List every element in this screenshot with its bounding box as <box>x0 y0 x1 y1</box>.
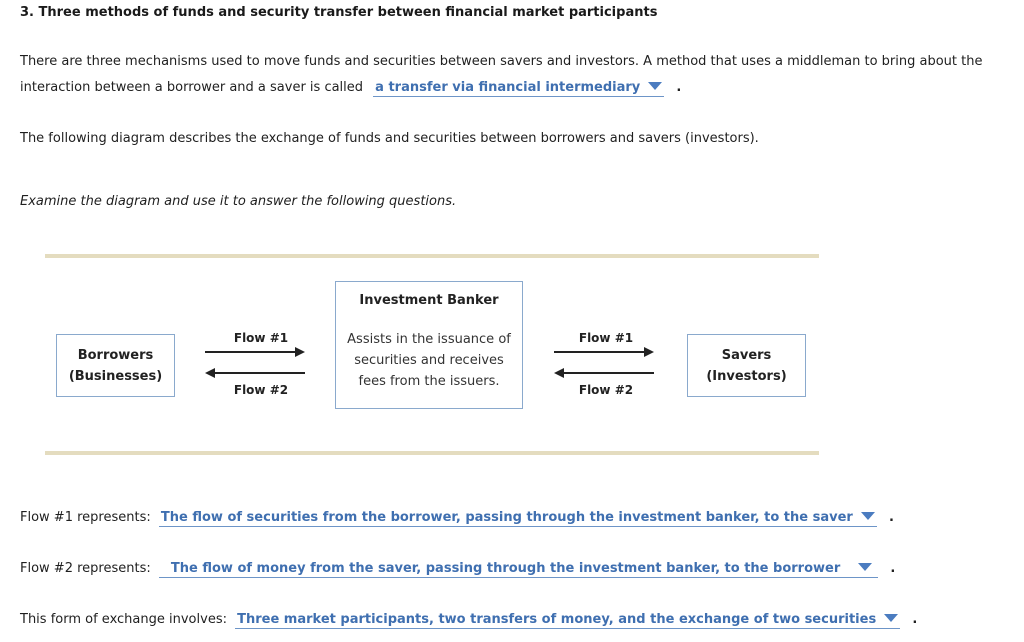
flow-1-period: . <box>888 510 894 525</box>
flow-2-dropdown-value: The flow of money from the saver, passing through the investment banker, to the borrower <box>170 561 841 576</box>
intermediary-dropdown[interactable] <box>373 79 664 97</box>
caret-down-icon <box>861 512 875 520</box>
savers-sublabel: (Investors) <box>706 369 787 384</box>
diagram-bottom-rule <box>45 451 819 455</box>
exchange-dropdown-value: Three market participants, two transfers of money, and the exchange of two securities <box>237 612 877 627</box>
intro-line-2-text: interaction between a borrower and a saver is called <box>20 80 364 95</box>
savers-box <box>687 334 806 397</box>
right-arrow-left <box>554 368 654 378</box>
arrow-right-icon <box>644 347 654 357</box>
question-exchange <box>20 607 917 633</box>
intro-period: . <box>676 80 682 95</box>
question-exchange-label: This form of exchange involves: <box>20 612 227 627</box>
question-flow-2 <box>20 556 895 582</box>
arrow-right-icon <box>295 347 305 357</box>
caret-down-icon <box>884 614 898 622</box>
exchange-period: . <box>912 612 918 627</box>
investment-banker-desc-3: fees from the issuers. <box>358 374 500 389</box>
left-arrow-left <box>205 368 305 378</box>
diagram-top-rule <box>45 254 819 258</box>
exchange-dropdown[interactable] <box>235 611 900 629</box>
intro-line-2 <box>20 75 982 101</box>
flow-1-dropdown-value: The flow of securities from the borrower, passing through the investment banker, to the saver <box>160 510 853 525</box>
investment-banker-title: Investment Banker <box>359 293 499 308</box>
right-arrow-right <box>554 347 654 357</box>
left-flow-1-label: Flow #1 <box>233 331 289 345</box>
intro-paragraph <box>20 49 982 101</box>
question-flow-1-label: Flow #1 represents: <box>20 510 151 525</box>
intermediary-dropdown-value: a transfer via financial intermediary <box>375 80 641 95</box>
left-flow-2-label: Flow #2 <box>233 383 289 397</box>
caret-down-icon <box>648 82 662 90</box>
intro-line-1: There are three mechanisms used to move funds and securities between savers and investors. A method that uses a middleman to bring about the <box>20 54 983 69</box>
flow-2-dropdown[interactable] <box>159 560 878 578</box>
diagram-intro: The following diagram describes the exchange of funds and securities between borrowers and savers (investors). <box>20 131 759 146</box>
question-flow-2-label: Flow #2 represents: <box>20 561 151 576</box>
investment-banker-box <box>335 281 523 409</box>
right-flow-2-label: Flow #2 <box>578 383 634 397</box>
flow-2-period: . <box>890 561 896 576</box>
left-arrow-right <box>205 347 305 357</box>
borrowers-box <box>56 334 175 397</box>
borrowers-label: Borrowers <box>77 348 154 363</box>
caret-down-icon <box>858 563 872 571</box>
right-flow-1-label: Flow #1 <box>578 331 634 345</box>
flow-1-dropdown[interactable] <box>159 509 877 527</box>
question-flow-1 <box>20 505 894 531</box>
savers-label: Savers <box>721 348 772 363</box>
investment-banker-desc-2: securities and receives <box>354 353 504 368</box>
borrowers-sublabel: (Businesses) <box>68 369 163 384</box>
investment-banker-desc-1: Assists in the issuance of <box>347 332 511 347</box>
examine-instruction: Examine the diagram and use it to answer the following questions. <box>20 194 457 209</box>
question-title: 3. Three methods of funds and security transfer between financial market participants <box>20 5 658 20</box>
